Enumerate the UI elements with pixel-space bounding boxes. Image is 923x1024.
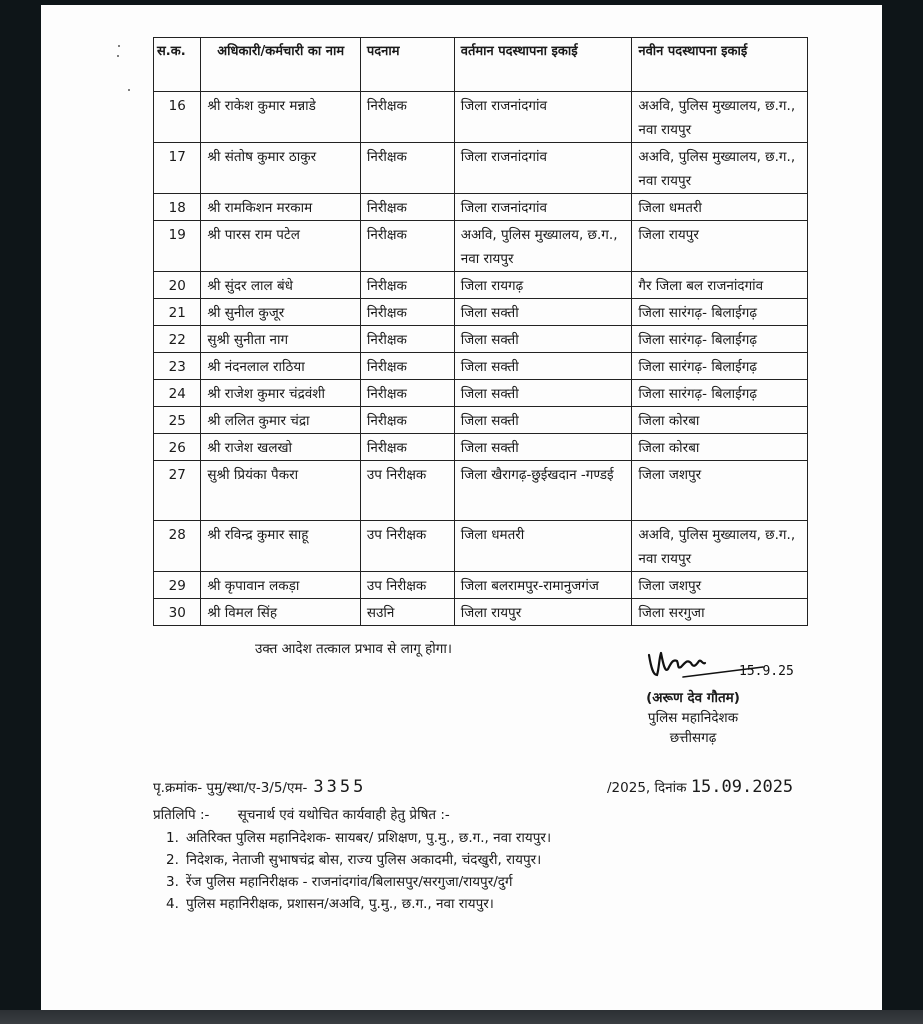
- name-cell: श्री सुंदर लाल बंधे: [201, 272, 360, 299]
- header-name: अधिकारी/कर्मचारी का नाम: [201, 38, 360, 92]
- designation-cell: सउनि: [360, 599, 454, 626]
- table-row: [154, 221, 808, 272]
- serial-cell: 27: [154, 461, 201, 521]
- serial-cell: 20: [154, 272, 201, 299]
- name-cell: श्री पारस राम पटेल: [201, 221, 360, 272]
- name-cell: श्री सुनील कुजूर: [201, 299, 360, 326]
- table-row: [154, 194, 808, 221]
- current-unit-cell: जिला रायपुर: [454, 599, 632, 626]
- current-unit-cell: जिला सक्ती: [454, 326, 632, 353]
- copy-item-text: पुलिस महानिरीक्षक, प्रशासन/अअवि, पु.मु., छ.ग., नवा रायपुर।: [186, 896, 494, 912]
- table-row: [154, 380, 808, 407]
- designation-cell: निरीक्षक: [360, 92, 454, 143]
- current-unit-cell: जिला रायगढ़: [454, 272, 632, 299]
- name-cell: श्री नंदनलाल राठिया: [201, 353, 360, 380]
- copy-label: प्रतिलिपि :-: [153, 807, 210, 823]
- new-unit-cell: गैर जिला बल राजनांदगांव: [632, 272, 808, 299]
- header-new-unit: नवीन पदस्थापना इकाई: [632, 38, 808, 92]
- current-unit-cell: जिला राजनांदगांव: [454, 92, 632, 143]
- serial-cell: 17: [154, 143, 201, 194]
- new-unit-cell: जिला सारंगढ़- बिलाईगढ़: [632, 326, 808, 353]
- designation-cell: निरीक्षक: [360, 143, 454, 194]
- serial-cell: 24: [154, 380, 201, 407]
- scan-speck: [118, 45, 120, 47]
- designation-cell: उप निरीक्षक: [360, 572, 454, 599]
- designation-cell: निरीक्षक: [360, 407, 454, 434]
- new-unit-cell: जिला जशपुर: [632, 572, 808, 599]
- copy-item-number: 1.: [166, 830, 179, 846]
- viewer-bottom-bar: [0, 1010, 923, 1024]
- name-cell: श्री राजेश कुमार चंद्रवंशी: [201, 380, 360, 407]
- document-page: [41, 5, 882, 1010]
- copy-item-text: रेंज पुलिस महानिरीक्षक - राजनांदगांव/बिलासपुर/सरगुजा/रायपुर/दुर्ग: [186, 874, 513, 890]
- current-unit-cell: जिला सक्ती: [454, 353, 632, 380]
- copy-recipient-item: [166, 871, 551, 893]
- table-row: [154, 599, 808, 626]
- current-unit-cell: अअवि, पुलिस मुख्यालय, छ.ग., नवा रायपुर: [454, 221, 632, 272]
- new-unit-cell: जिला कोरबा: [632, 407, 808, 434]
- new-unit-cell: जिला कोरबा: [632, 434, 808, 461]
- designation-cell: निरीक्षक: [360, 221, 454, 272]
- current-unit-cell: जिला बलरामपुर-रामानुजगंज: [454, 572, 632, 599]
- designation-cell: निरीक्षक: [360, 326, 454, 353]
- copy-recipient-item: [166, 849, 551, 871]
- current-unit-cell: जिला सक्ती: [454, 407, 632, 434]
- serial-cell: 19: [154, 221, 201, 272]
- scan-speck: [128, 89, 130, 91]
- name-cell: सुश्री सुनीता नाग: [201, 326, 360, 353]
- designation-cell: निरीक्षक: [360, 434, 454, 461]
- table-body: [154, 92, 808, 626]
- handwritten-signature: [643, 645, 803, 687]
- new-unit-cell: अअवि, पुलिस मुख्यालय, छ.ग., नवा रायपुर: [632, 143, 808, 194]
- designation-cell: उप निरीक्षक: [360, 461, 454, 521]
- name-cell: श्री विमल सिंह: [201, 599, 360, 626]
- designation-cell: निरीक्षक: [360, 380, 454, 407]
- header-serial: स.क.: [154, 38, 201, 92]
- table-row: [154, 407, 808, 434]
- table-row: [154, 572, 808, 599]
- new-unit-cell: जिला सारंगढ़- बिलाईगढ़: [632, 353, 808, 380]
- new-unit-cell: जिला सरगुजा: [632, 599, 808, 626]
- name-cell: श्री कृपावान लकड़ा: [201, 572, 360, 599]
- reference-number: 3355: [313, 777, 367, 797]
- copy-item-number: 4.: [166, 896, 179, 912]
- serial-cell: 16: [154, 92, 201, 143]
- signature-date: 15.9.25: [739, 664, 794, 679]
- designation-cell: निरीक्षक: [360, 353, 454, 380]
- designation-cell: निरीक्षक: [360, 272, 454, 299]
- copy-item-text: निदेशक, नेताजी सुभाषचंद्र बोस, राज्य पुलिस अकादमी, चंदखुरी, रायपुर।: [186, 852, 542, 868]
- name-cell: श्री रविन्द्र कुमार साहू: [201, 521, 360, 572]
- new-unit-cell: जिला धमतरी: [632, 194, 808, 221]
- copy-recipient-item: [166, 827, 551, 849]
- copy-recipient-list: [166, 827, 551, 915]
- table-row: [154, 353, 808, 380]
- reference-prefix: पृ.क्रमांक- पुमु/स्था/ए-3/5/एम-: [153, 780, 308, 796]
- serial-cell: 30: [154, 599, 201, 626]
- name-cell: सुश्री प्रियंका पैकरा: [201, 461, 360, 521]
- name-cell: श्री रामकिशन मरकाम: [201, 194, 360, 221]
- reference-date-group: [607, 777, 793, 797]
- name-cell: श्री राजेश खलखो: [201, 434, 360, 461]
- name-cell: श्री ललित कुमार चंद्रा: [201, 407, 360, 434]
- new-unit-cell: जिला जशपुर: [632, 461, 808, 521]
- new-unit-cell: जिला रायपुर: [632, 221, 808, 272]
- serial-cell: 28: [154, 521, 201, 572]
- header-designation: पदनाम: [360, 38, 454, 92]
- scan-speck: [117, 55, 119, 57]
- current-unit-cell: जिला सक्ती: [454, 434, 632, 461]
- signatory-designation: पुलिस महानिदेशक: [647, 710, 739, 726]
- serial-cell: 23: [154, 353, 201, 380]
- reference-date: 15.09.2025: [690, 777, 794, 797]
- signatory-state: छत्तीसगढ़: [669, 730, 717, 746]
- header-current-unit: वर्तमान पदस्थापना इकाई: [454, 38, 632, 92]
- copy-intro: सूचनार्थ एवं यथोचित कार्यवाही हेतु प्रेषित :-: [237, 807, 450, 823]
- name-cell: श्री संतोष कुमार ठाकुर: [201, 143, 360, 194]
- table-row: [154, 434, 808, 461]
- new-unit-cell: अअवि, पुलिस मुख्यालय, छ.ग., नवा रायपुर: [632, 92, 808, 143]
- effect-statement: उक्त आदेश तत्काल प्रभाव से लागू होगा।: [255, 641, 453, 657]
- copy-item-number: 2.: [166, 852, 179, 868]
- serial-cell: 18: [154, 194, 201, 221]
- serial-cell: 22: [154, 326, 201, 353]
- serial-cell: 25: [154, 407, 201, 434]
- current-unit-cell: जिला खैरागढ़-छुईखदान -गण्डई: [454, 461, 632, 521]
- current-unit-cell: जिला राजनांदगांव: [454, 194, 632, 221]
- table-row: [154, 92, 808, 143]
- designation-cell: उप निरीक्षक: [360, 521, 454, 572]
- current-unit-cell: जिला धमतरी: [454, 521, 632, 572]
- table-row: [154, 143, 808, 194]
- table-row: [154, 299, 808, 326]
- current-unit-cell: जिला सक्ती: [454, 380, 632, 407]
- new-unit-cell: अअवि, पुलिस मुख्यालय, छ.ग., नवा रायपुर: [632, 521, 808, 572]
- copy-item-text: अतिरिक्त पुलिस महानिदेशक- सायबर/ प्रशिक्षण, पु.मु., छ.ग., नवा रायपुर।: [186, 830, 552, 846]
- table-row: [154, 326, 808, 353]
- signatory-name: (अरूण देव गौतम): [646, 690, 740, 706]
- designation-cell: निरीक्षक: [360, 299, 454, 326]
- copy-to-line: [153, 805, 450, 823]
- copy-item-number: 3.: [166, 874, 179, 890]
- signatory-block: [613, 688, 773, 748]
- designation-cell: निरीक्षक: [360, 194, 454, 221]
- current-unit-cell: जिला सक्ती: [454, 299, 632, 326]
- table-row: [154, 461, 808, 521]
- table-row: [154, 521, 808, 572]
- new-unit-cell: जिला सारंगढ़- बिलाईगढ़: [632, 299, 808, 326]
- copy-recipient-item: [166, 893, 551, 915]
- reference-line: [153, 777, 813, 797]
- current-unit-cell: जिला राजनांदगांव: [454, 143, 632, 194]
- serial-cell: 29: [154, 572, 201, 599]
- transfer-table: [153, 37, 808, 626]
- table-header-row: [154, 38, 808, 92]
- reference-year-date-label: /2025, दिनांक: [607, 780, 687, 796]
- name-cell: श्री राकेश कुमार मन्नाडे: [201, 92, 360, 143]
- table-row: [154, 272, 808, 299]
- new-unit-cell: जिला सारंगढ़- बिलाईगढ़: [632, 380, 808, 407]
- serial-cell: 26: [154, 434, 201, 461]
- serial-cell: 21: [154, 299, 201, 326]
